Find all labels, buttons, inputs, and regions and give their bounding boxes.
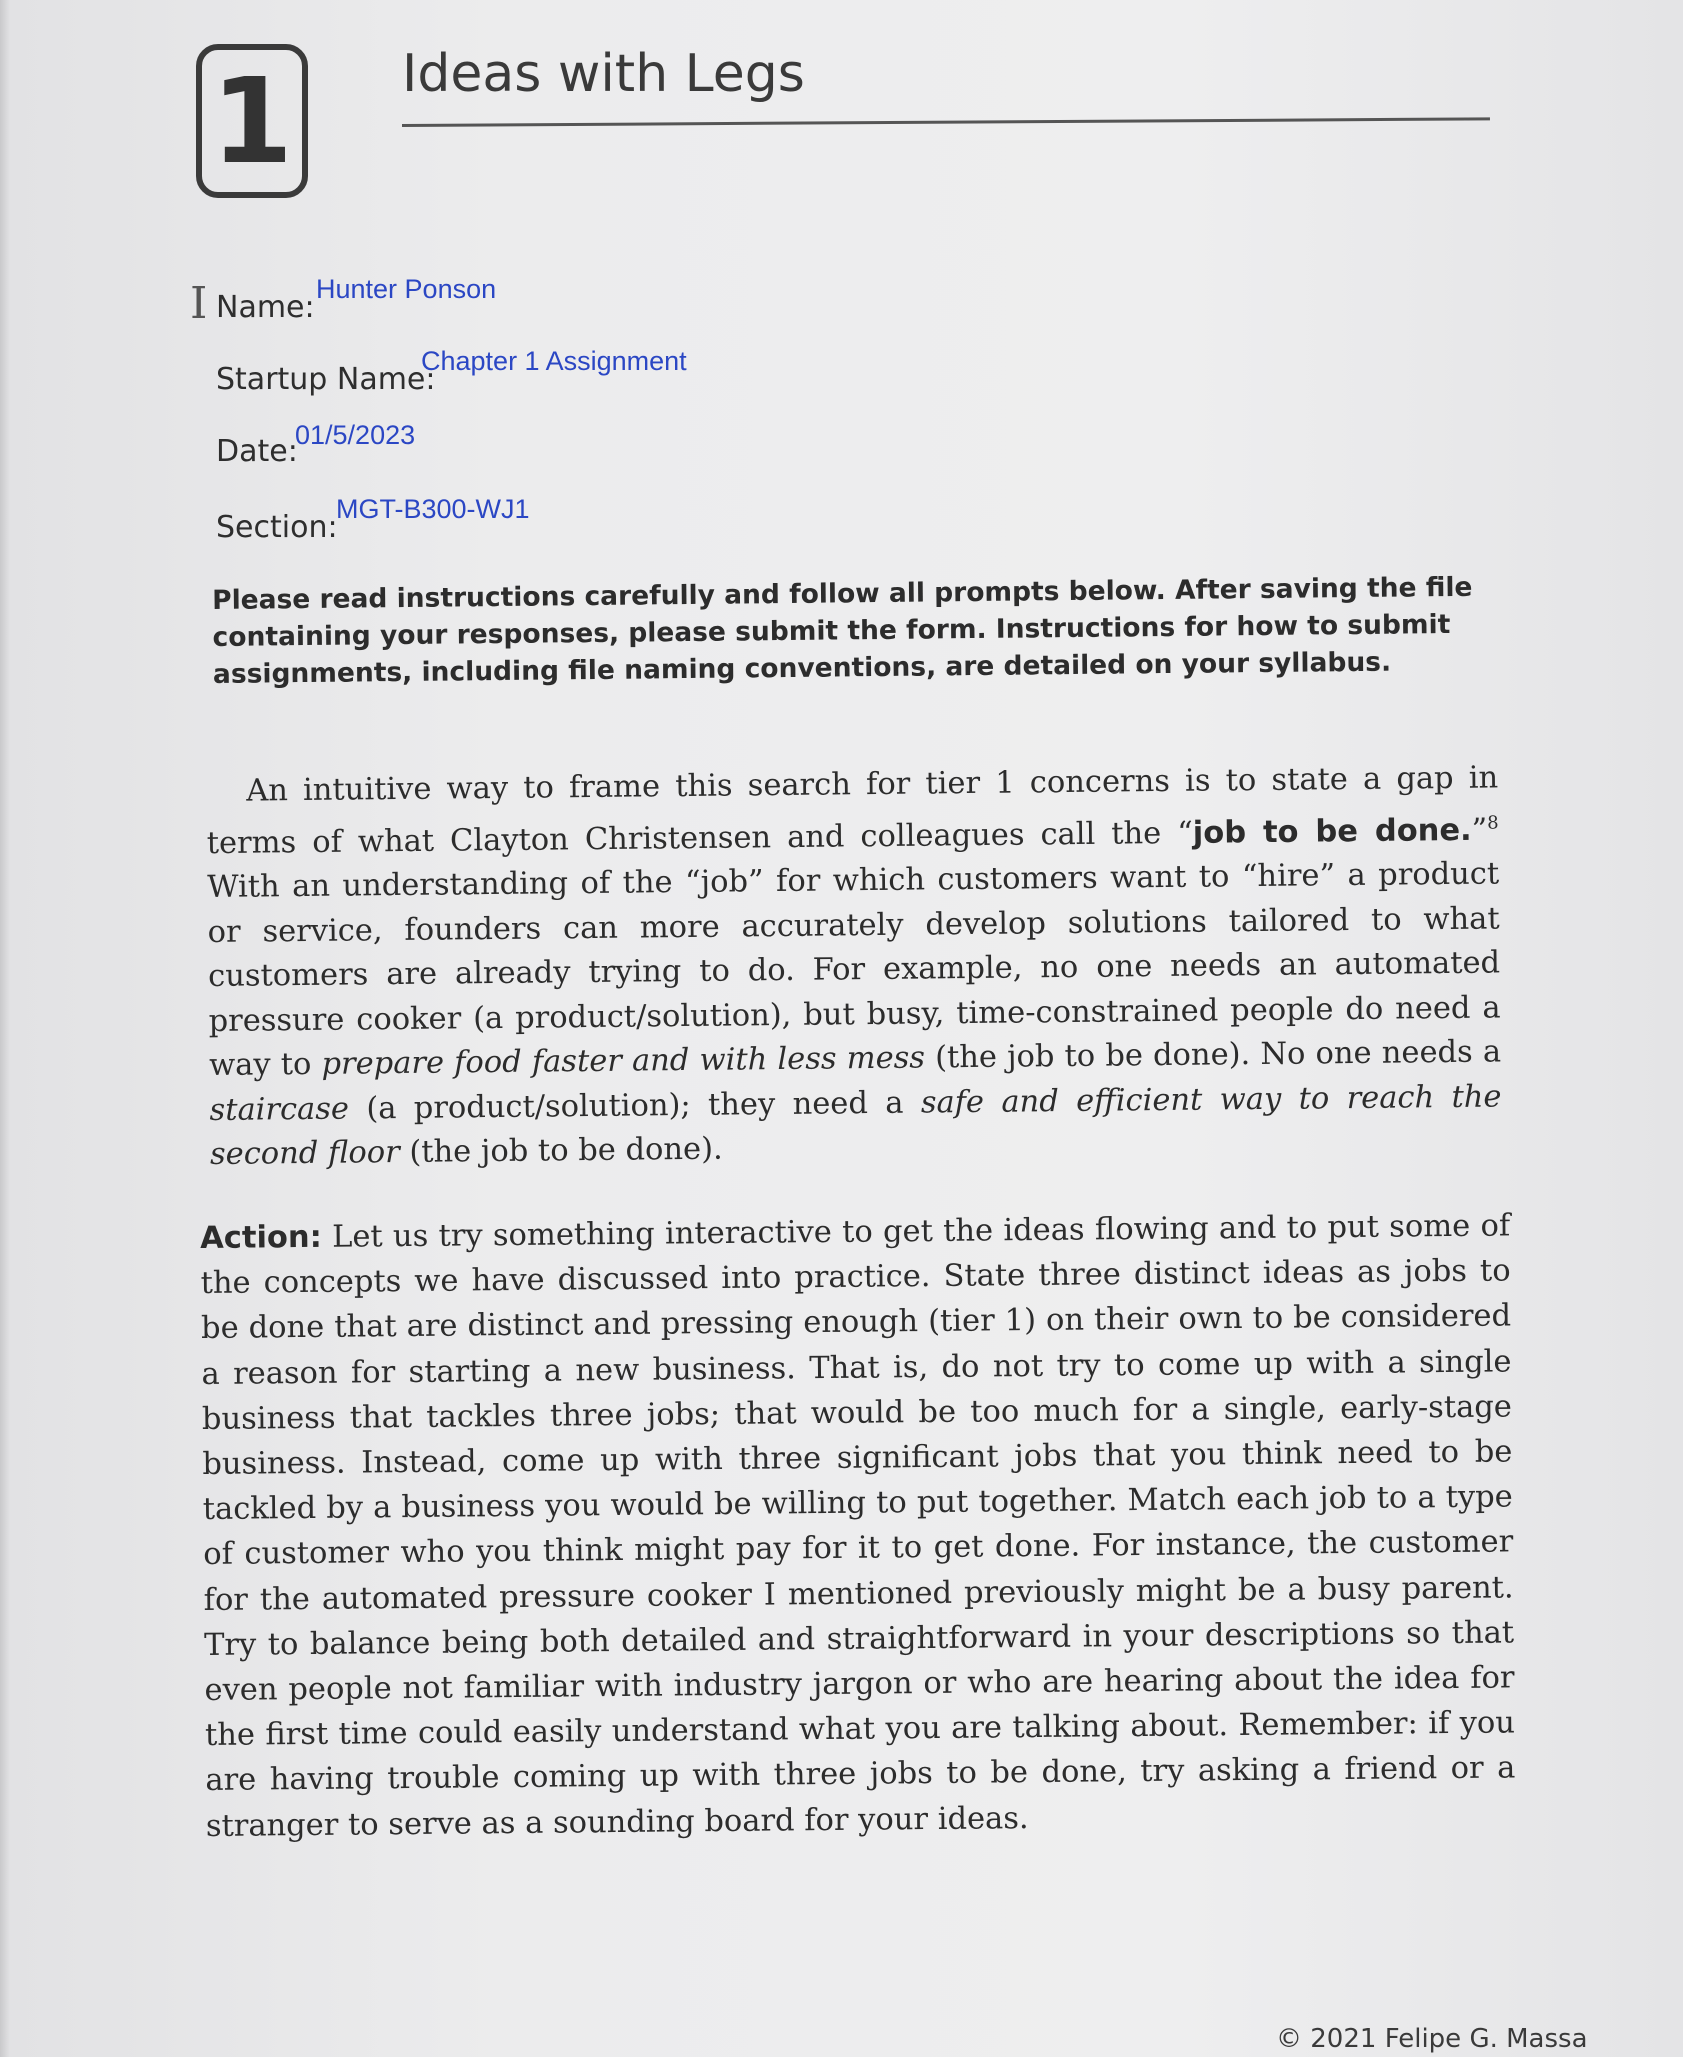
body-text: (the job to be done). (399, 1131, 723, 1171)
action-text: Let us try something interactive to get the ideas flowing and to put some of the concepts we have discussed into practice. State three distinct ideas as jobs to be done that are distinct and pressing enough (tier 1) on their own to be considered a reason for starting a new business. That is, do not try to come up with a single business that tackles three jobs; that would be too much for a single, early-stage business. Instead, come up with three significant jobs that you think need to be tackled by a business you would be willing to put together. Match each job to a type of customer who you think might pay for it to get done. For instance, the customer for the automated pressure cooker I mentioned previously might be a busy parent. Try to balance being both detailed and straightforward in your descriptions so that even people not familiar with industry jargon or who are hearing about the idea for the first time could easily understand what you are talking about. Remember: if you are having trouble coming up with three jobs to be done, try asking a friend or a stranger to serve as a sounding board for your ideas. (200, 1208, 1516, 1844)
body-text: ” (1471, 812, 1488, 848)
body-text: An intuitive way to frame this search for tier 1 concerns is to state a gap in terms of what Clayton Christensen and colleagues call the “ (206, 760, 1499, 861)
section-label: Section: (216, 510, 338, 545)
startup-name-label: Startup Name: (216, 362, 436, 397)
emphasis-text: safe and efficient way to reach the second floor (209, 1079, 1502, 1173)
date-label: Date: (216, 434, 298, 469)
instructions-text: Please read instructions carefully and follow all prompts below. After saving the file containing your responses, please submit the form. Instructions for how to submit assignments, including file naming conventions, are detailed on your syllabus. (212, 571, 1473, 690)
name-field[interactable]: Hunter Ponson (316, 274, 497, 304)
chapter-number: 1 (210, 52, 294, 190)
chapter-number-box (196, 44, 308, 198)
startup-name-field[interactable]: Chapter 1 Assignment (421, 346, 687, 376)
chapter-title: Ideas with Legs (402, 44, 805, 104)
body-text: (a product/solution); they need a (348, 1085, 922, 1127)
text-cursor-icon: I (190, 278, 208, 329)
page-edge-shadow (0, 0, 10, 2057)
title-underline (402, 117, 1490, 127)
body-paragraph (206, 756, 1502, 1177)
body-text: (the job to be done). No one needs a (924, 1034, 1502, 1076)
footnote-marker: 8 (1487, 811, 1499, 834)
copyright-footer: © 2021 Felipe G. Massa (1276, 2024, 1588, 2054)
action-paragraph (200, 1203, 1516, 1848)
emphasis-text: prepare food faster and with less mess (321, 1040, 926, 1082)
emphasis-text: staircase (209, 1091, 350, 1128)
job-to-be-done-term: job to be done. (1192, 812, 1472, 851)
name-label: Name: (216, 290, 315, 325)
action-label: Action: (200, 1219, 322, 1256)
body-text: With an understanding of the “job” for which customers want to “hire” a product or service, founders can more accurately develop solutions tailored to what customers are already trying to do. For example, no one needs an automated pressure cooker (a product/solution), but busy, time-constrained people do need a way to (207, 856, 1501, 1084)
date-field[interactable]: 01/5/2023 (295, 420, 416, 450)
section-field[interactable]: MGT-B300-WJ1 (336, 494, 530, 524)
